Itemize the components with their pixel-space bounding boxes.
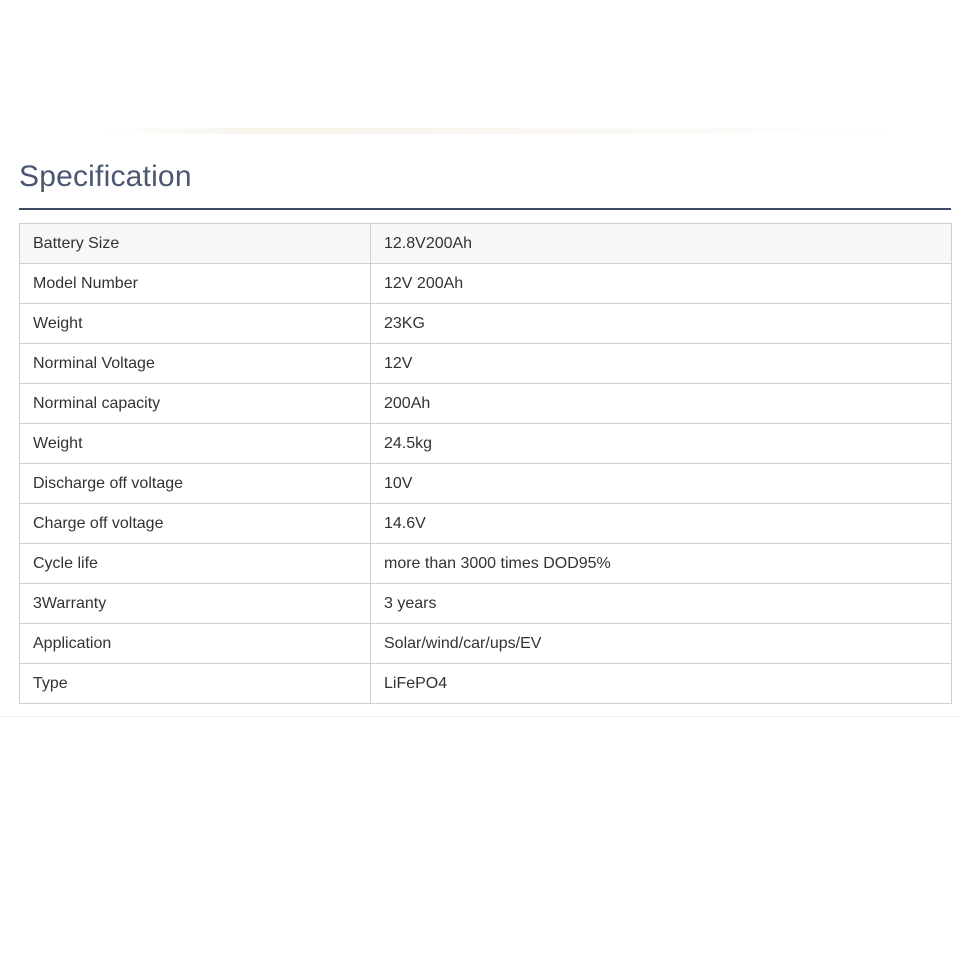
table-row bbox=[20, 264, 952, 304]
table-row bbox=[20, 344, 952, 384]
table-row bbox=[20, 224, 952, 264]
spec-label: Model Number bbox=[20, 264, 371, 304]
section-title: Specification bbox=[19, 160, 192, 193]
top-divider-fade bbox=[100, 128, 900, 134]
spec-value: 10V bbox=[371, 464, 952, 504]
table-row bbox=[20, 424, 952, 464]
spec-value: 12V bbox=[371, 344, 952, 384]
spec-value: 24.5kg bbox=[371, 424, 952, 464]
title-underline bbox=[19, 208, 951, 210]
spec-value: 12.8V200Ah bbox=[371, 224, 952, 264]
spec-value: Solar/wind/car/ups/EV bbox=[371, 624, 952, 664]
table-row bbox=[20, 384, 952, 424]
bottom-divider bbox=[0, 716, 960, 717]
spec-label: Norminal capacity bbox=[20, 384, 371, 424]
spec-label: Cycle life bbox=[20, 544, 371, 584]
spec-value: 200Ah bbox=[371, 384, 952, 424]
spec-label: 3Warranty bbox=[20, 584, 371, 624]
spec-label: Charge off voltage bbox=[20, 504, 371, 544]
table-row bbox=[20, 624, 952, 664]
table-row bbox=[20, 304, 952, 344]
spec-value: 12V 200Ah bbox=[371, 264, 952, 304]
table-row bbox=[20, 544, 952, 584]
spec-label: Battery Size bbox=[20, 224, 371, 264]
spec-label: Discharge off voltage bbox=[20, 464, 371, 504]
spec-value: 23KG bbox=[371, 304, 952, 344]
spec-value: 14.6V bbox=[371, 504, 952, 544]
spec-value: LiFePO4 bbox=[371, 664, 952, 704]
table-row bbox=[20, 664, 952, 704]
spec-label: Weight bbox=[20, 424, 371, 464]
specification-table bbox=[19, 223, 952, 704]
table-row bbox=[20, 504, 952, 544]
table-row bbox=[20, 584, 952, 624]
spec-label: Weight bbox=[20, 304, 371, 344]
spec-value: more than 3000 times DOD95% bbox=[371, 544, 952, 584]
spec-label: Application bbox=[20, 624, 371, 664]
spec-value: 3 years bbox=[371, 584, 952, 624]
spec-label: Type bbox=[20, 664, 371, 704]
spec-label: Norminal Voltage bbox=[20, 344, 371, 384]
table-row bbox=[20, 464, 952, 504]
